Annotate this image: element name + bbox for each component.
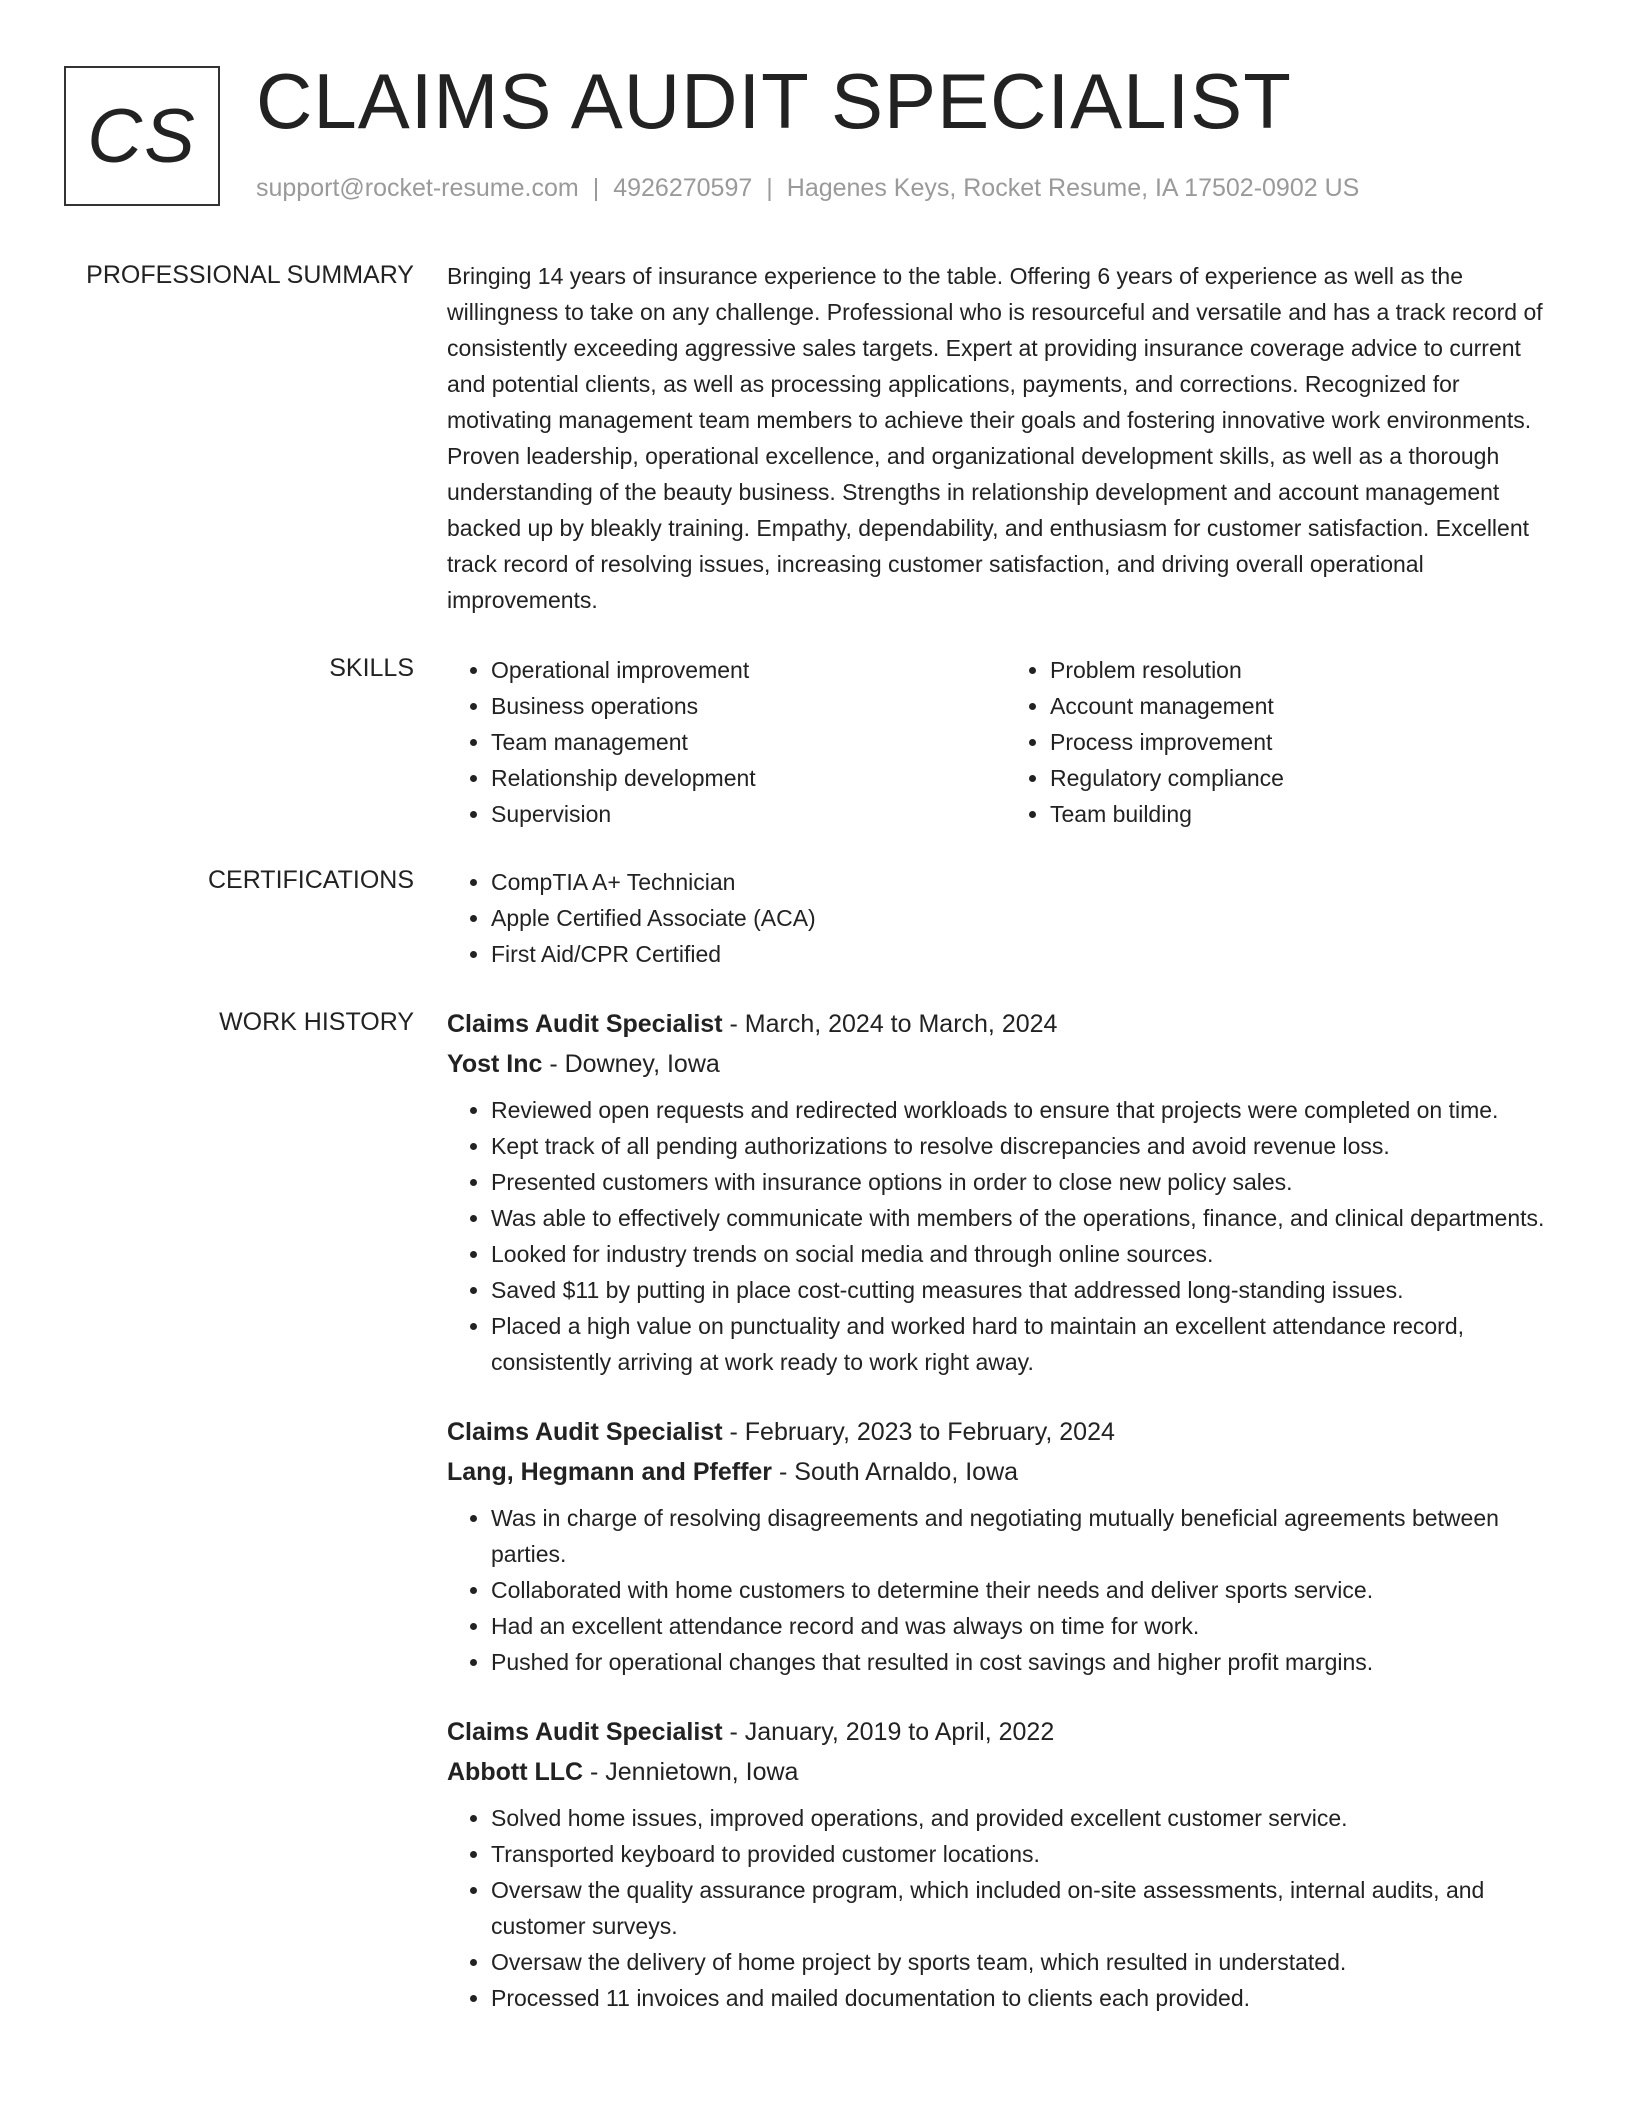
- section-label-work-history: WORK HISTORY: [219, 1008, 414, 1036]
- job-bullet: • Collaborated with home customers to determine their needs and deliver sports service.: [491, 1572, 1565, 1608]
- skill-item: • Team building: [1050, 796, 1565, 832]
- job-bullet: • Reviewed open requests and redirected workloads to ensure that projects were completed on time.: [491, 1092, 1565, 1128]
- job-entry: [447, 1712, 1565, 2016]
- certifications-body: [447, 864, 1565, 972]
- job-bullet: • Looked for industry trends on social media and through online sources.: [491, 1236, 1565, 1272]
- job-bullets: [447, 1500, 1565, 1680]
- job-title-line: [447, 1004, 1565, 1044]
- skill-item: • Account management: [1050, 688, 1565, 724]
- dash: -: [583, 1758, 606, 1786]
- skills-list-left: [447, 652, 1006, 832]
- skill-item: • Process improvement: [1050, 724, 1565, 760]
- contact-line: [256, 174, 1359, 203]
- skill-item: • Operational improvement: [491, 652, 1006, 688]
- dash: -: [772, 1458, 795, 1486]
- dash: -: [722, 1418, 745, 1446]
- skill-item: • Team management: [491, 724, 1006, 760]
- certifications-list: [447, 864, 1565, 972]
- contact-address: Hagenes Keys, Rocket Resume, IA 17502-0902 US: [786, 174, 1360, 202]
- job-bullet: • Was able to effectively communicate with members of the operations, finance, and clinical departments.: [491, 1200, 1565, 1236]
- job-company: Lang, Hegmann and Pfeffer: [447, 1458, 773, 1486]
- job-bullet: • Was in charge of resolving disagreements and negotiating mutually beneficial agreements between parties.: [491, 1500, 1565, 1572]
- job-bullet: • Oversaw the quality assurance program, which included on-site assessments, internal audits, and customer surveys.: [491, 1872, 1565, 1944]
- monogram-initials: CS: [87, 93, 197, 179]
- skill-item: • Supervision: [491, 796, 1006, 832]
- job-bullet: • Had an excellent attendance record and was always on time for work.: [491, 1608, 1565, 1644]
- section-label-summary: PROFESSIONAL SUMMARY: [86, 261, 414, 289]
- skill-item: • Problem resolution: [1050, 652, 1565, 688]
- job-bullet: • Saved $11 by putting in place cost-cutting measures that addressed long-standing issues.: [491, 1272, 1565, 1308]
- job-bullet: • Solved home issues, improved operations, and provided excellent customer service.: [491, 1800, 1565, 1836]
- skill-item: • Relationship development: [491, 760, 1006, 796]
- job-title-line: [447, 1412, 1565, 1452]
- section-label-skills: SKILLS: [329, 654, 414, 682]
- job-title-line: [447, 1712, 1565, 1752]
- job-bullet: • Placed a high value on punctuality and worked hard to maintain an excellent attendance record, consistently arriving at work ready to work right away.: [491, 1308, 1565, 1380]
- job-dates: February, 2023 to February, 2024: [744, 1418, 1115, 1446]
- contact-email[interactable]: support@rocket-resume.com: [256, 174, 579, 202]
- job-entry: [447, 1412, 1565, 1680]
- job-bullet: • Processed 11 invoices and mailed documentation to clients each provided.: [491, 1980, 1565, 2016]
- job-title: Claims Audit Specialist: [447, 1418, 723, 1446]
- job-company: Yost Inc: [447, 1050, 543, 1078]
- job-dates: March, 2024 to March, 2024: [744, 1010, 1058, 1038]
- contact-separator: |: [592, 174, 600, 202]
- skill-item: • Regulatory compliance: [1050, 760, 1565, 796]
- skills-list-right: [1006, 652, 1565, 832]
- job-title: Claims Audit Specialist: [447, 1718, 723, 1746]
- job-location: South Arnaldo, Iowa: [794, 1458, 1019, 1486]
- monogram-box: [64, 66, 220, 206]
- dash: -: [722, 1718, 745, 1746]
- contact-separator: |: [766, 174, 773, 202]
- section-label-certifications: CERTIFICATIONS: [207, 866, 414, 894]
- summary-text: Bringing 14 years of insurance experience to the table. Offering 6 years of experience as well as the willingness to take on any challenge. Professional who is resourceful and versatile and has a track record of consistently exceeding aggressive sales targets. Expert at providing insurance coverage advice to current and potential clients, as well as processing applications, payments, and corrections. Recognized for motivating management team members to achieve their goals and fostering innovative work environments. Proven leadership, operational excellence, and organizational development skills, as well as a thorough understanding of the beauty business. Strengths in relationship development and account management backed up by bleakly training. Empathy, dependability, and enthusiasm for customer satisfaction. Excellent track record of resolving issues, increasing customer satisfaction, and driving overall operational improvements.: [447, 263, 1543, 613]
- job-entry: [447, 1004, 1565, 1380]
- job-bullet: • Transported keyboard to provided customer locations.: [491, 1836, 1565, 1872]
- contact-phone[interactable]: 4926270597: [613, 174, 753, 202]
- job-company-line: [447, 1452, 1565, 1492]
- job-dates: January, 2019 to April, 2022: [744, 1718, 1055, 1746]
- job-location: Jennietown, Iowa: [605, 1758, 799, 1786]
- job-title: Claims Audit Specialist: [447, 1010, 723, 1038]
- job-location: Downey, Iowa: [564, 1050, 720, 1078]
- job-bullet: • Kept track of all pending authorizations to resolve discrepancies and avoid revenue loss.: [491, 1128, 1565, 1164]
- job-company: Abbott LLC: [447, 1758, 584, 1786]
- skills-columns: [447, 652, 1565, 832]
- job-bullets: [447, 1800, 1565, 2016]
- certification-item: • CompTIA A+ Technician: [491, 864, 1565, 900]
- dash: -: [722, 1010, 745, 1038]
- certification-item: • Apple Certified Associate (ACA): [491, 900, 1565, 936]
- job-bullet: • Presented customers with insurance options in order to close new policy sales.: [491, 1164, 1565, 1200]
- job-bullet: • Pushed for operational changes that resulted in cost savings and higher profit margins.: [491, 1644, 1565, 1680]
- skill-item: • Business operations: [491, 688, 1006, 724]
- job-company-line: [447, 1752, 1565, 1792]
- resume-title: CLAIMS AUDIT SPECIALIST: [256, 57, 1292, 145]
- dash: -: [542, 1050, 565, 1078]
- job-company-line: [447, 1044, 1565, 1084]
- work-history-body: [447, 1004, 1565, 2048]
- job-bullet: • Oversaw the delivery of home project by sports team, which resulted in understated.: [491, 1944, 1565, 1980]
- certification-item: • First Aid/CPR Certified: [491, 936, 1565, 972]
- job-bullets: [447, 1092, 1565, 1380]
